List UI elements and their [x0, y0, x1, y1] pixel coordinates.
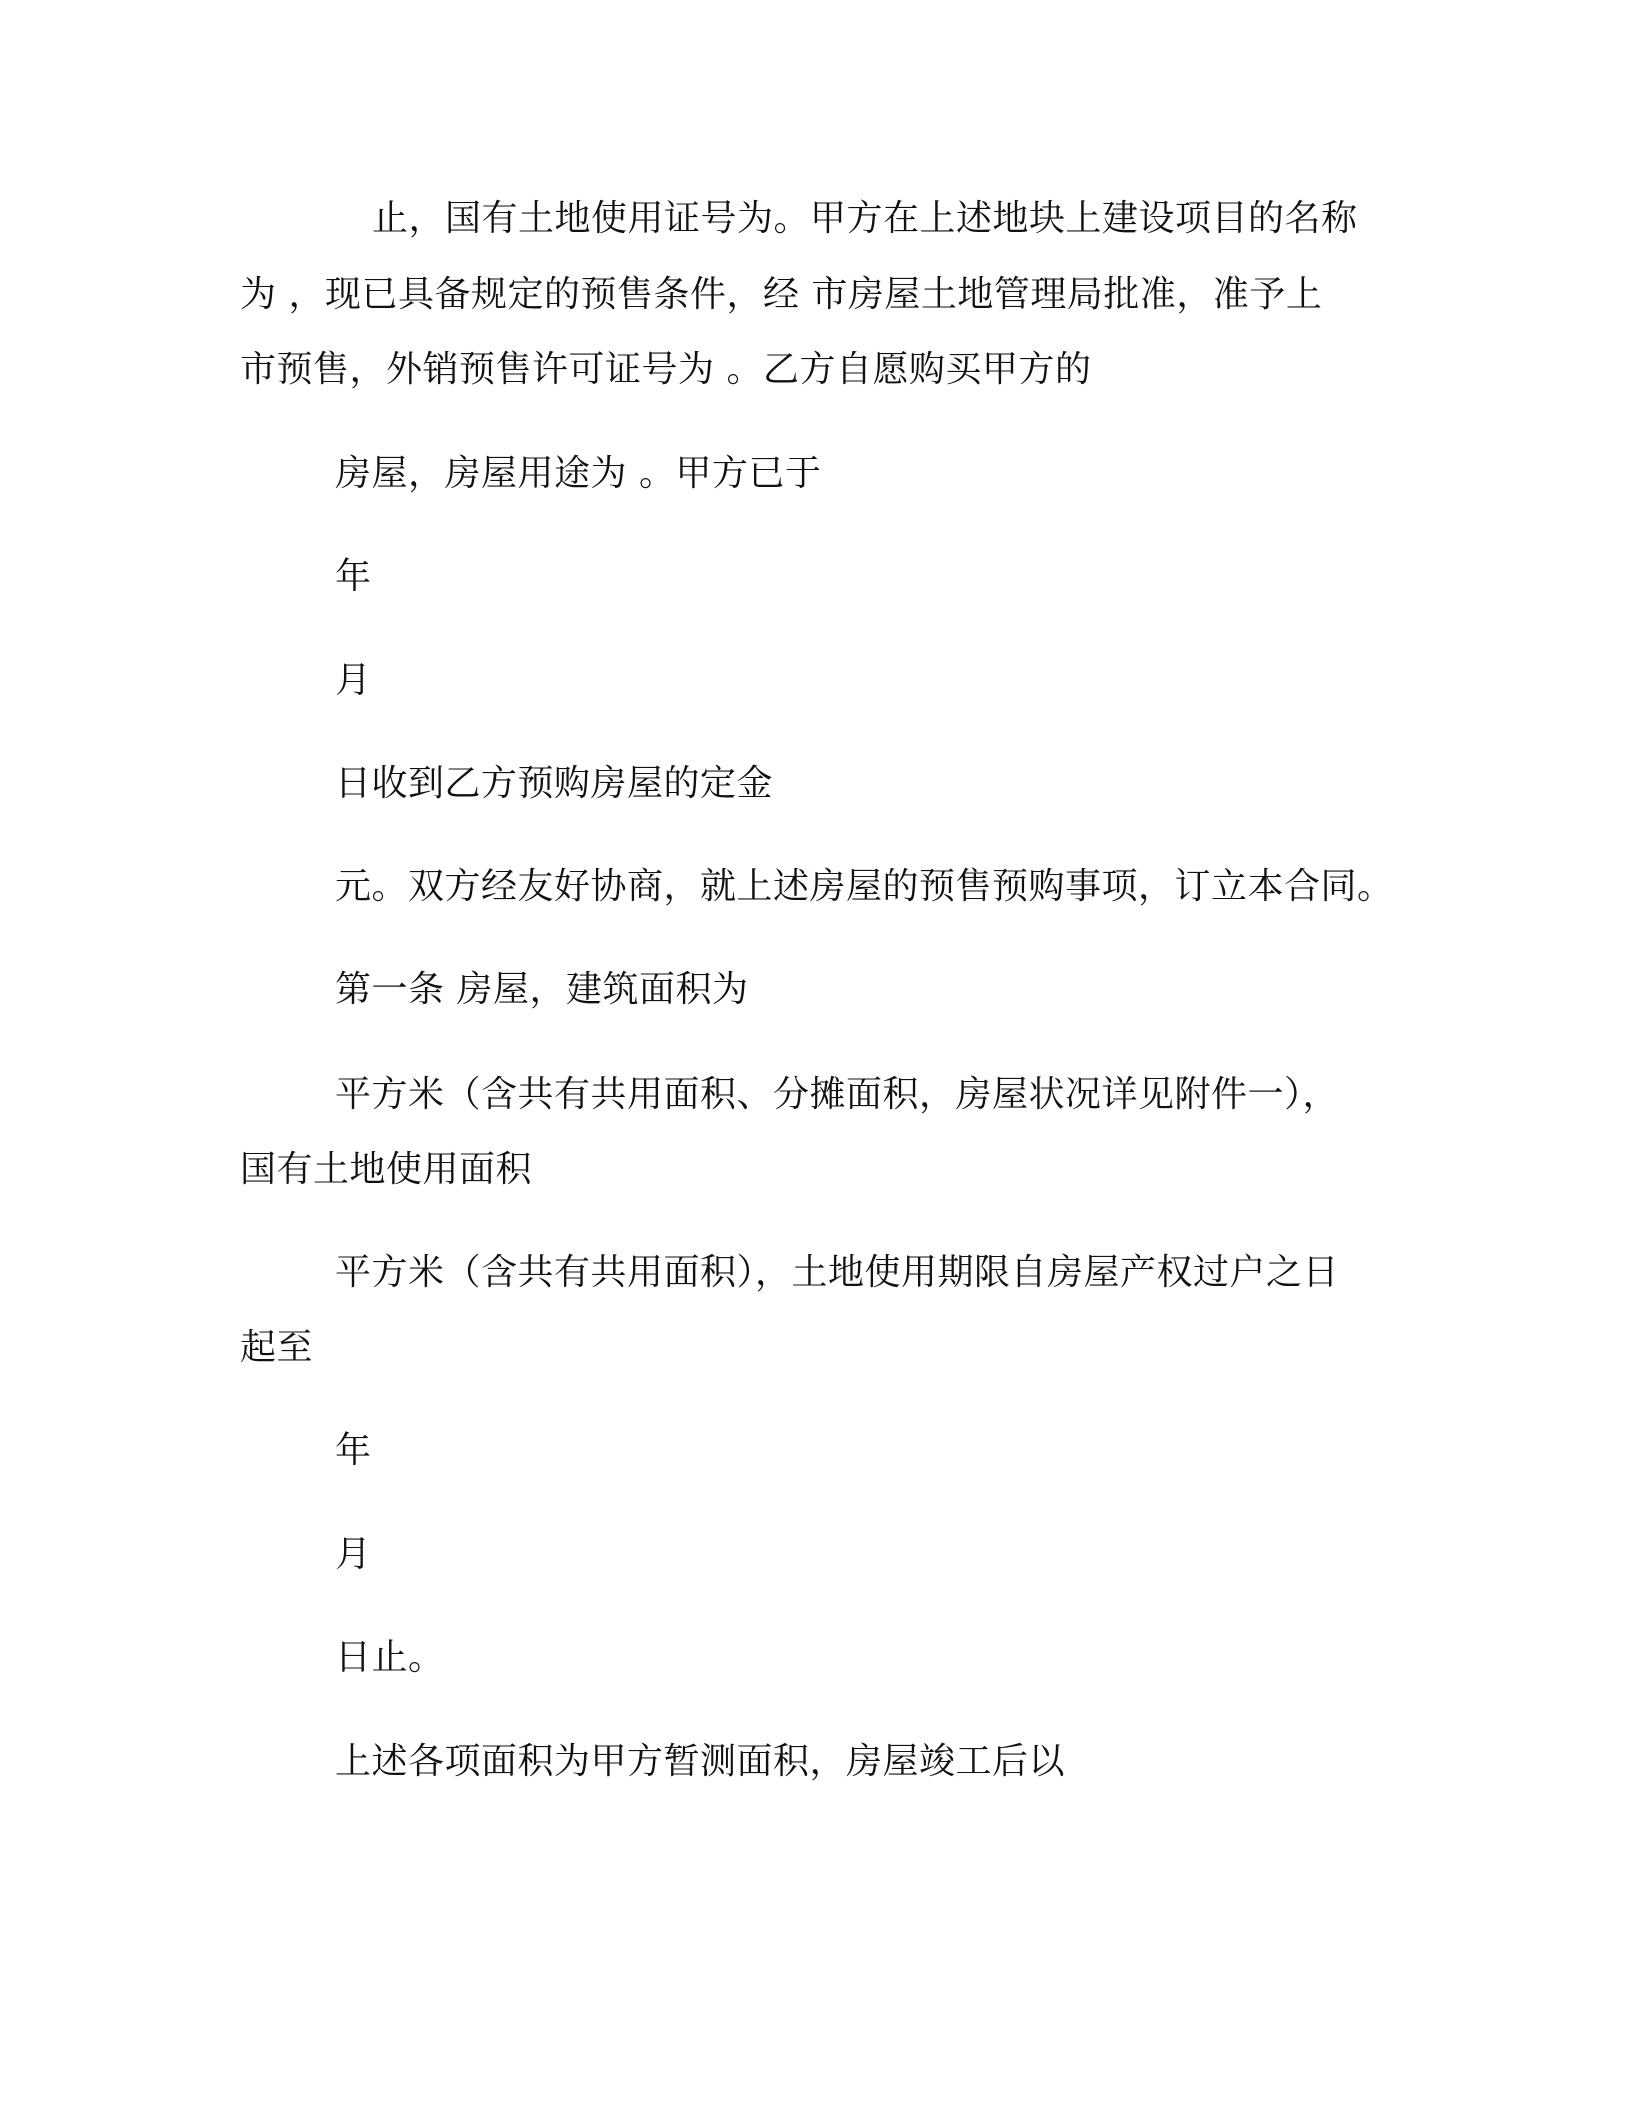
text-line-11: 国有土地使用面积	[240, 1149, 533, 1190]
text-line-17: 上述各项面积为甲方暂测面积，房屋竣工后以	[335, 1741, 1066, 1782]
article-1-heading: 第一条 房屋，建筑面积为	[335, 969, 749, 1010]
text-line-6: 月	[335, 660, 372, 701]
text-line-14: 年	[335, 1430, 372, 1471]
text-line-1: 止，国有土地使用证号为。甲方在上述地块上建设项目的名称	[372, 198, 1358, 239]
text-line-7: 日收到乙方预购房屋的定金	[335, 763, 774, 804]
text-line-16: 日止。	[335, 1637, 445, 1678]
text-line-15: 月	[335, 1534, 372, 1575]
text-line-5: 年	[335, 556, 372, 597]
text-line-10: 平方米（含共有共用面积、分摊面积，房屋状况详见附件一），	[335, 1074, 1340, 1115]
text-line-2: 为 ，现已具备规定的预售条件，经 市房屋土地管理局批准，准予上	[240, 274, 1323, 315]
text-line-3: 市预售，外销预售许可证号为 。乙方自愿购买甲方的	[240, 349, 1092, 390]
text-line-8: 元。双方经友好协商，就上述房屋的预售预购事项，订立本合同。	[335, 866, 1394, 907]
text-line-4: 房屋，房屋用途为 。甲方已于	[335, 453, 822, 494]
text-line-13: 起至	[240, 1327, 314, 1368]
text-line-12: 平方米（含共有共用面积），土地使用期限自房屋产权过户之日	[335, 1252, 1340, 1293]
